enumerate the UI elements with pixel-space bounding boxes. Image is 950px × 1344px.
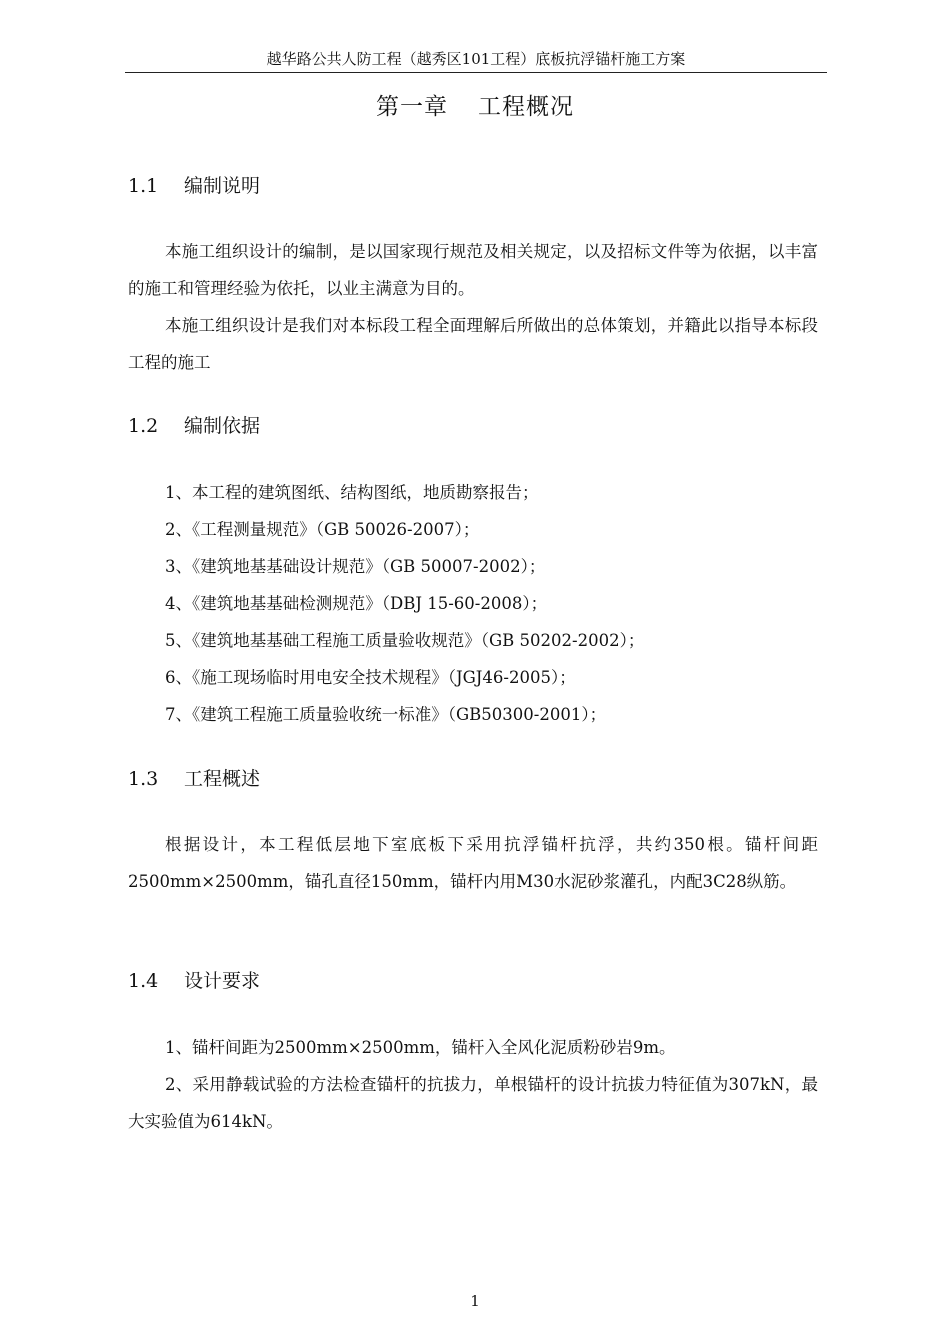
list-item: 4、《建筑地基基础检测规范》（DBJ 15-60-2008）；	[165, 594, 548, 613]
list-item: 3、《建筑地基基础设计规范》（GB 50007-2002）；	[165, 557, 546, 576]
section-title: 编制说明	[184, 175, 261, 197]
section-title: 设计要求	[184, 970, 261, 992]
list-item: 1、本工程的建筑图纸、结构图纸，地质勘察报告；	[165, 483, 539, 502]
paragraph-load-test: 2、采用静载试验的方法检查锚杆的抗拔力，单根锚杆的设计抗拔力特征值为307kN，最大实验值为614kN。	[128, 1075, 818, 1131]
chapter-title	[0, 90, 950, 124]
paragraph-project-overview: 根据设计，本工程低层地下室底板下采用抗浮锚杆抗浮，共约350根。锚杆间距2500mm×2500mm，锚孔直径150mm，锚杆内用M30水泥砂浆灌孔，内配3C28纵筋。	[128, 835, 818, 891]
list-item: 5、《建筑地基基础工程施工质量验收规范》（GB 50202-2002）；	[165, 631, 645, 650]
chapter-number: 第一章	[376, 94, 448, 120]
list-item: 6、《施工现场临时用电安全技术规程》（JGJ46-2005）；	[165, 668, 576, 687]
chapter-name: 工程概况	[478, 94, 574, 120]
list-item: 7、《建筑工程施工质量验收统一标准》（GB50300-2001）；	[165, 705, 607, 724]
list-item: 2、《工程测量规范》（GB 50026-2007）；	[165, 520, 480, 539]
section-number: 1.2	[128, 415, 159, 437]
section-number: 1.3	[128, 768, 159, 790]
paragraph-anchor-spacing: 1、锚杆间距为2500mm×2500mm，锚杆入全风化泥质粉砂岩9m。	[165, 1038, 676, 1057]
reference-list	[165, 474, 815, 733]
paragraph-compilation-purpose: 本施工组织设计是我们对本标段工程全面理解后所做出的总体策划，并籍此以指导本标段工程的施工	[128, 316, 818, 372]
section-heading-1-3	[128, 765, 260, 793]
paragraph-compilation-basis: 本施工组织设计的编制，是以国家现行规范及相关规定，以及招标文件等为依据，以丰富的施工和管理经验为依托，以业主满意为目的。	[128, 242, 818, 298]
section-heading-1-2	[128, 412, 260, 440]
section-heading-1-1	[128, 172, 260, 200]
section-title: 工程概述	[184, 768, 261, 790]
section-heading-1-4	[128, 967, 260, 995]
header-divider	[125, 72, 827, 73]
page-header: 越华路公共人防工程（越秀区101工程）底板抗浮锚杆施工方案	[266, 50, 686, 68]
section-title: 编制依据	[184, 415, 261, 437]
section-number: 1.4	[128, 970, 159, 992]
page-number: 1	[470, 1292, 480, 1310]
section-number: 1.1	[128, 175, 159, 197]
